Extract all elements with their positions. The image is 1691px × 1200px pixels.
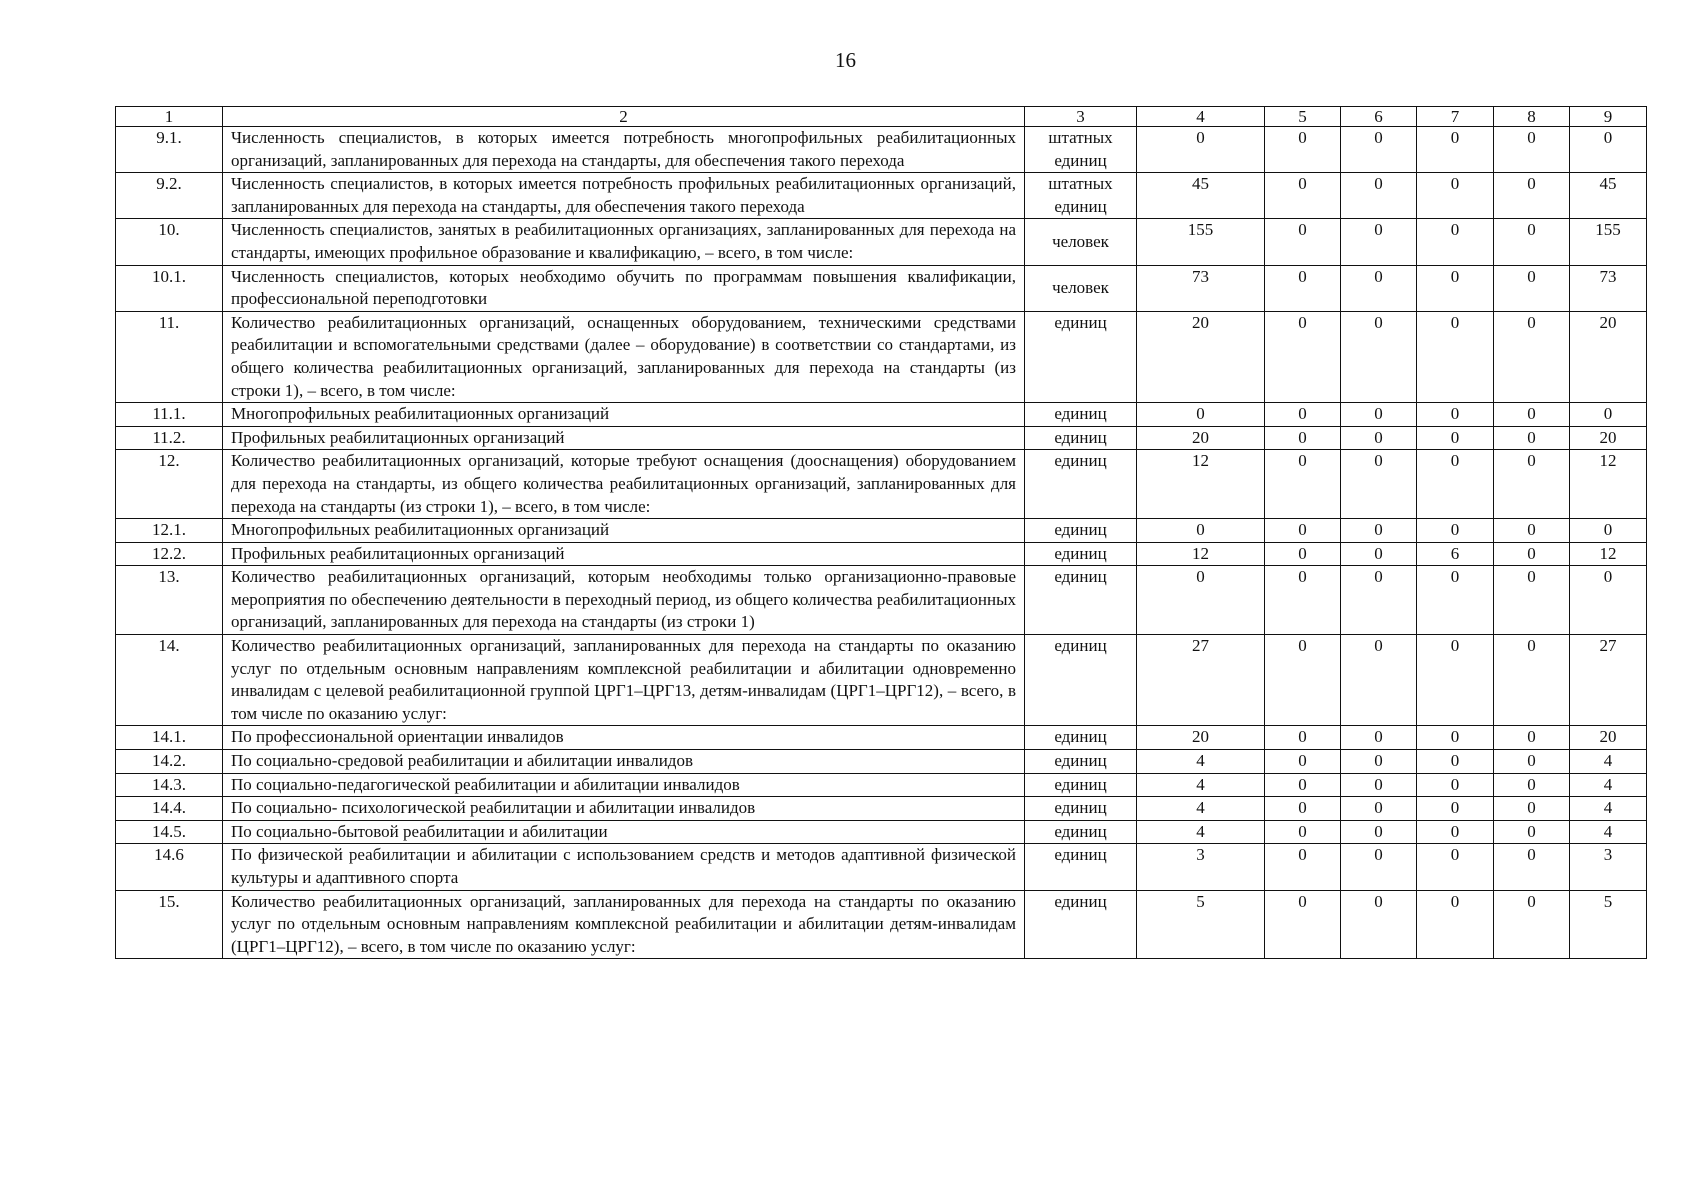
value-cell-col-8: 0 — [1494, 519, 1570, 543]
value-cell-col-5: 0 — [1265, 566, 1341, 635]
unit-of-measure: человек — [1025, 265, 1137, 311]
value-cell-col-9: 5 — [1570, 890, 1647, 959]
value-cell-col-7: 0 — [1417, 566, 1494, 635]
row-number: 11.1. — [116, 403, 223, 427]
row-number: 14.1. — [116, 726, 223, 750]
row-number: 9.1. — [116, 127, 223, 173]
unit-of-measure: единиц — [1025, 403, 1137, 427]
unit-of-measure: единиц — [1025, 542, 1137, 566]
value-cell-col-8: 0 — [1494, 403, 1570, 427]
column-header-4: 4 — [1137, 107, 1265, 127]
indicator-name: Количество реабилитационных организаций, запланированных для перехода на стандарты по оказанию услуг по отдельным основным направлениям комплексной реабилитации и абилитации детям-инвалидам (ЦРГ1–ЦРГ12), – всего, в том числе по оказанию услуг: — [223, 890, 1025, 959]
row-number: 15. — [116, 890, 223, 959]
value-cell-col-5: 0 — [1265, 890, 1341, 959]
value-cell-col-9: 45 — [1570, 173, 1647, 219]
value-cell-col-6: 0 — [1341, 219, 1417, 265]
indicator-name: Количество реабилитационных организаций, которые требуют оснащения (дооснащения) оборудованием для перехода на стандарты, из общего количества реабилитационных организаций, запланированных для перехода на стандарты (из строки 1), – всего, в том числе: — [223, 450, 1025, 519]
value-cell-col-5: 0 — [1265, 450, 1341, 519]
value-cell-col-7: 6 — [1417, 542, 1494, 566]
value-cell-col-8: 0 — [1494, 265, 1570, 311]
value-cell-col-8: 0 — [1494, 820, 1570, 844]
value-cell-col-8: 0 — [1494, 219, 1570, 265]
value-cell-col-6: 0 — [1341, 844, 1417, 890]
value-cell-col-8: 0 — [1494, 773, 1570, 797]
value-cell-col-4: 12 — [1137, 542, 1265, 566]
unit-of-measure: единиц — [1025, 773, 1137, 797]
indicator-name: По социально- психологической реабилитации и абилитации инвалидов — [223, 797, 1025, 821]
value-cell-col-7: 0 — [1417, 635, 1494, 726]
row-number: 14.5. — [116, 820, 223, 844]
value-cell-col-4: 20 — [1137, 426, 1265, 450]
value-cell-col-6: 0 — [1341, 890, 1417, 959]
value-cell-col-5: 0 — [1265, 773, 1341, 797]
value-cell-col-8: 0 — [1494, 890, 1570, 959]
value-cell-col-4: 155 — [1137, 219, 1265, 265]
value-cell-col-5: 0 — [1265, 173, 1341, 219]
value-cell-col-7: 0 — [1417, 127, 1494, 173]
value-cell-col-5: 0 — [1265, 726, 1341, 750]
value-cell-col-6: 0 — [1341, 797, 1417, 821]
value-cell-col-7: 0 — [1417, 844, 1494, 890]
value-cell-col-7: 0 — [1417, 265, 1494, 311]
value-cell-col-8: 0 — [1494, 127, 1570, 173]
value-cell-col-8: 0 — [1494, 750, 1570, 774]
row-number: 14.4. — [116, 797, 223, 821]
value-cell-col-8: 0 — [1494, 635, 1570, 726]
unit-of-measure: единиц — [1025, 820, 1137, 844]
value-cell-col-6: 0 — [1341, 265, 1417, 311]
value-cell-col-9: 0 — [1570, 403, 1647, 427]
row-number: 9.2. — [116, 173, 223, 219]
row-number: 12.1. — [116, 519, 223, 543]
value-cell-col-9: 20 — [1570, 311, 1647, 402]
unit-of-measure: единиц — [1025, 519, 1137, 543]
value-cell-col-6: 0 — [1341, 726, 1417, 750]
value-cell-col-6: 0 — [1341, 566, 1417, 635]
value-cell-col-4: 0 — [1137, 566, 1265, 635]
column-header-6: 6 — [1341, 107, 1417, 127]
column-header-2: 2 — [223, 107, 1025, 127]
table-row — [116, 450, 1647, 519]
value-cell-col-6: 0 — [1341, 635, 1417, 726]
value-cell-col-4: 0 — [1137, 127, 1265, 173]
unit-of-measure: человек — [1025, 219, 1137, 265]
table-row — [116, 219, 1647, 265]
value-cell-col-4: 0 — [1137, 519, 1265, 543]
value-cell-col-7: 0 — [1417, 426, 1494, 450]
value-cell-col-9: 4 — [1570, 797, 1647, 821]
indicator-name: Профильных реабилитационных организаций — [223, 542, 1025, 566]
table-row — [116, 797, 1647, 821]
row-number: 12. — [116, 450, 223, 519]
column-header-9: 9 — [1570, 107, 1647, 127]
indicator-name: Профильных реабилитационных организаций — [223, 426, 1025, 450]
value-cell-col-4: 4 — [1137, 797, 1265, 821]
indicator-name: Количество реабилитационных организаций, оснащенных оборудованием, техническими средствами реабилитации и вспомогательными средствами (далее – оборудование) в соответствии со стандартами, из общего количества реабилитационных организаций, запланированных для перехода на стандарты (из строки 1), – всего, в том числе: — [223, 311, 1025, 402]
value-cell-col-9: 20 — [1570, 726, 1647, 750]
value-cell-col-9: 73 — [1570, 265, 1647, 311]
value-cell-col-8: 0 — [1494, 173, 1570, 219]
table-row — [116, 173, 1647, 219]
value-cell-col-5: 0 — [1265, 844, 1341, 890]
value-cell-col-4: 20 — [1137, 311, 1265, 402]
value-cell-col-9: 20 — [1570, 426, 1647, 450]
value-cell-col-6: 0 — [1341, 311, 1417, 402]
table-row — [116, 635, 1647, 726]
value-cell-col-5: 0 — [1265, 635, 1341, 726]
indicator-name: По профессиональной ориентации инвалидов — [223, 726, 1025, 750]
value-cell-col-6: 0 — [1341, 127, 1417, 173]
table-row — [116, 311, 1647, 402]
unit-of-measure: единиц — [1025, 750, 1137, 774]
table-row — [116, 890, 1647, 959]
value-cell-col-4: 0 — [1137, 403, 1265, 427]
value-cell-col-8: 0 — [1494, 844, 1570, 890]
indicator-name: Численность специалистов, в которых имеется потребность многопрофильных реабилитационных организаций, запланированных для перехода на стандарты, для обеспечения такого перехода — [223, 127, 1025, 173]
table-row — [116, 566, 1647, 635]
indicator-name: Численность специалистов, занятых в реабилитационных организациях, запланированных для перехода на стандарты, имеющих профильное образование и квалификацию, – всего, в том числе: — [223, 219, 1025, 265]
unit-of-measure: штатных единиц — [1025, 173, 1137, 219]
indicators-table — [115, 106, 1647, 959]
value-cell-col-6: 0 — [1341, 519, 1417, 543]
value-cell-col-5: 0 — [1265, 750, 1341, 774]
row-number: 10.1. — [116, 265, 223, 311]
unit-of-measure: единиц — [1025, 450, 1137, 519]
value-cell-col-7: 0 — [1417, 311, 1494, 402]
unit-of-measure: единиц — [1025, 797, 1137, 821]
value-cell-col-9: 3 — [1570, 844, 1647, 890]
value-cell-col-9: 4 — [1570, 750, 1647, 774]
value-cell-col-7: 0 — [1417, 890, 1494, 959]
column-number-row — [116, 107, 1647, 127]
indicator-name: Многопрофильных реабилитационных организаций — [223, 519, 1025, 543]
table-row — [116, 773, 1647, 797]
row-number: 10. — [116, 219, 223, 265]
value-cell-col-8: 0 — [1494, 726, 1570, 750]
value-cell-col-9: 0 — [1570, 566, 1647, 635]
value-cell-col-6: 0 — [1341, 542, 1417, 566]
value-cell-col-6: 0 — [1341, 450, 1417, 519]
value-cell-col-7: 0 — [1417, 173, 1494, 219]
unit-of-measure: единиц — [1025, 635, 1137, 726]
table-row — [116, 519, 1647, 543]
table-row — [116, 726, 1647, 750]
value-cell-col-7: 0 — [1417, 797, 1494, 821]
value-cell-col-9: 4 — [1570, 820, 1647, 844]
value-cell-col-5: 0 — [1265, 542, 1341, 566]
value-cell-col-9: 155 — [1570, 219, 1647, 265]
value-cell-col-9: 12 — [1570, 450, 1647, 519]
value-cell-col-7: 0 — [1417, 726, 1494, 750]
value-cell-col-4: 12 — [1137, 450, 1265, 519]
value-cell-col-5: 0 — [1265, 311, 1341, 402]
value-cell-col-6: 0 — [1341, 820, 1417, 844]
row-number: 11. — [116, 311, 223, 402]
value-cell-col-7: 0 — [1417, 519, 1494, 543]
indicator-name: Численность специалистов, которых необходимо обучить по программам повышения квалификации, профессиональной переподготовки — [223, 265, 1025, 311]
value-cell-col-6: 0 — [1341, 750, 1417, 774]
indicator-name: Количество реабилитационных организаций, которым необходимы только организационно-правовые мероприятия по обеспечению деятельности в переходный период, из общего количества реабилитационных организаций, запланированных для перехода на стандарты (из строки 1) — [223, 566, 1025, 635]
column-header-1: 1 — [116, 107, 223, 127]
indicators-table-container — [115, 106, 1646, 959]
value-cell-col-4: 4 — [1137, 750, 1265, 774]
value-cell-col-8: 0 — [1494, 797, 1570, 821]
value-cell-col-7: 0 — [1417, 820, 1494, 844]
value-cell-col-7: 0 — [1417, 403, 1494, 427]
row-number: 14.2. — [116, 750, 223, 774]
value-cell-col-4: 4 — [1137, 820, 1265, 844]
value-cell-col-6: 0 — [1341, 403, 1417, 427]
unit-of-measure: единиц — [1025, 844, 1137, 890]
table-row — [116, 542, 1647, 566]
indicator-name: Количество реабилитационных организаций, запланированных для перехода на стандарты по оказанию услуг по отдельным основным направлениям комплексной реабилитации и абилитации одновременно инвалидам с целевой реабилитационной группой ЦРГ1–ЦРГ13, детям-инвалидам (ЦРГ1–ЦРГ12), – всего, в том числе по оказанию услуг: — [223, 635, 1025, 726]
value-cell-col-5: 0 — [1265, 426, 1341, 450]
value-cell-col-5: 0 — [1265, 127, 1341, 173]
value-cell-col-7: 0 — [1417, 750, 1494, 774]
value-cell-col-6: 0 — [1341, 773, 1417, 797]
value-cell-col-9: 12 — [1570, 542, 1647, 566]
indicator-name: По социально-педагогической реабилитации и абилитации инвалидов — [223, 773, 1025, 797]
column-header-7: 7 — [1417, 107, 1494, 127]
value-cell-col-8: 0 — [1494, 542, 1570, 566]
value-cell-col-8: 0 — [1494, 450, 1570, 519]
row-number: 11.2. — [116, 426, 223, 450]
value-cell-col-4: 3 — [1137, 844, 1265, 890]
indicator-name: По физической реабилитации и абилитации с использованием средств и методов адаптивной физической культуры и адаптивного спорта — [223, 844, 1025, 890]
unit-of-measure: единиц — [1025, 426, 1137, 450]
indicator-name: По социально-средовой реабилитации и абилитации инвалидов — [223, 750, 1025, 774]
value-cell-col-6: 0 — [1341, 426, 1417, 450]
indicator-name: Численность специалистов, в которых имеется потребность профильных реабилитационных организаций, запланированных для перехода на стандарты, для обеспечения такого перехода — [223, 173, 1025, 219]
table-row — [116, 820, 1647, 844]
value-cell-col-4: 45 — [1137, 173, 1265, 219]
unit-of-measure: единиц — [1025, 311, 1137, 402]
row-number: 14.6 — [116, 844, 223, 890]
table-row — [116, 750, 1647, 774]
column-header-3: 3 — [1025, 107, 1137, 127]
table-row — [116, 403, 1647, 427]
value-cell-col-4: 4 — [1137, 773, 1265, 797]
indicator-name: Многопрофильных реабилитационных организаций — [223, 403, 1025, 427]
value-cell-col-7: 0 — [1417, 773, 1494, 797]
value-cell-col-4: 27 — [1137, 635, 1265, 726]
row-number: 13. — [116, 566, 223, 635]
value-cell-col-9: 27 — [1570, 635, 1647, 726]
value-cell-col-9: 0 — [1570, 127, 1647, 173]
row-number: 12.2. — [116, 542, 223, 566]
unit-of-measure: единиц — [1025, 726, 1137, 750]
value-cell-col-7: 0 — [1417, 219, 1494, 265]
unit-of-measure: единиц — [1025, 566, 1137, 635]
unit-of-measure: единиц — [1025, 890, 1137, 959]
value-cell-col-5: 0 — [1265, 265, 1341, 311]
value-cell-col-5: 0 — [1265, 519, 1341, 543]
value-cell-col-5: 0 — [1265, 403, 1341, 427]
page-number: 16 — [835, 48, 856, 72]
value-cell-col-9: 4 — [1570, 773, 1647, 797]
value-cell-col-8: 0 — [1494, 426, 1570, 450]
value-cell-col-5: 0 — [1265, 820, 1341, 844]
value-cell-col-4: 73 — [1137, 265, 1265, 311]
table-row — [116, 127, 1647, 173]
column-header-5: 5 — [1265, 107, 1341, 127]
column-header-8: 8 — [1494, 107, 1570, 127]
value-cell-col-5: 0 — [1265, 219, 1341, 265]
value-cell-col-6: 0 — [1341, 173, 1417, 219]
value-cell-col-4: 20 — [1137, 726, 1265, 750]
value-cell-col-8: 0 — [1494, 311, 1570, 402]
row-number: 14. — [116, 635, 223, 726]
row-number: 14.3. — [116, 773, 223, 797]
value-cell-col-4: 5 — [1137, 890, 1265, 959]
value-cell-col-8: 0 — [1494, 566, 1570, 635]
table-row — [116, 426, 1647, 450]
unit-of-measure: штатных единиц — [1025, 127, 1137, 173]
value-cell-col-5: 0 — [1265, 797, 1341, 821]
indicator-name: По социально-бытовой реабилитации и абилитации — [223, 820, 1025, 844]
value-cell-col-9: 0 — [1570, 519, 1647, 543]
value-cell-col-7: 0 — [1417, 450, 1494, 519]
table-row — [116, 844, 1647, 890]
table-row — [116, 265, 1647, 311]
table-body — [116, 127, 1647, 959]
